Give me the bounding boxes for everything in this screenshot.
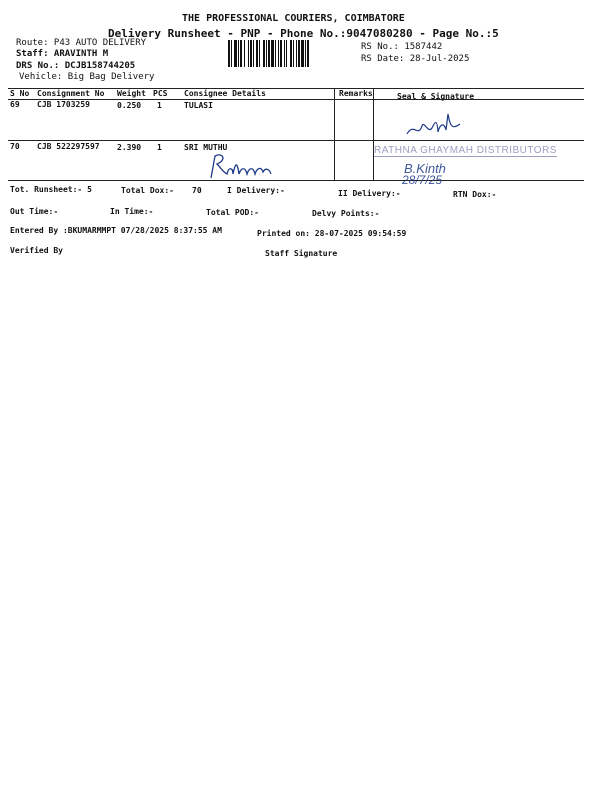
table-row-sno: 69: [10, 100, 20, 109]
recipient-signature-2: [205, 150, 280, 182]
stamp-name: RATHNA GHAYMAH DISTRIBUTORS: [374, 145, 557, 156]
staff-signature: Staff Signature: [265, 249, 338, 258]
stamp-date: 28/7/25: [402, 173, 443, 187]
staff-info: Staff: ARAVINTH M: [16, 49, 109, 59]
verified-by: Verified By: [10, 246, 63, 255]
barcode: [228, 40, 352, 67]
distributor-stamp: [372, 143, 587, 193]
delvy-points: Delvy Points:-: [312, 209, 380, 218]
table-row-consignment: CJB 522297597: [37, 142, 100, 151]
table-row-pcs: 1: [157, 143, 162, 152]
table-row-pcs: 1: [157, 101, 162, 110]
i-delivery: I Delivery:-: [227, 186, 285, 195]
tot-runsheet: Tot. Runsheet:- 5: [10, 185, 92, 194]
total-dox-label: Total Dox:-: [121, 186, 174, 195]
company-name: THE PROFESSIONAL COURIERS, COIMBATORE: [182, 13, 405, 24]
rs-date: RS Date: 28-Jul-2025: [361, 54, 470, 64]
drs-number: DRS No.: DCJB158744205: [16, 61, 136, 71]
header-consignee: Consignee Details: [184, 89, 266, 98]
page-title: Delivery Runsheet - PNP - Phone No.:9047080280 - Page No.:5: [108, 27, 499, 40]
ii-delivery: II Delivery:-: [338, 189, 401, 198]
entered-by: Entered By :BKUMARMMPT 07/28/2025 8:37:55 AM: [10, 226, 222, 235]
vehicle-info: Vehicle: Big Bag Delivery: [19, 72, 155, 82]
header-sno: S No: [10, 89, 30, 98]
rs-number: RS No.: 1587442: [361, 42, 443, 52]
header-seal-signature: Seal & Signature: [397, 92, 475, 101]
in-time: In Time:-: [110, 207, 154, 216]
header-weight: Weight: [117, 89, 146, 98]
table-row-consignee: TULASI: [184, 101, 213, 110]
rtn-dox: RTN Dox:-: [453, 190, 497, 199]
header-pcs: PCS: [153, 89, 168, 98]
out-time: Out Time:-: [10, 207, 59, 216]
total-dox-value: 70: [192, 186, 202, 195]
header-remarks: Remarks: [339, 89, 373, 98]
recipient-signature-1: [404, 112, 464, 140]
table-row-weight: 0.250: [117, 101, 142, 110]
stamp-signature: B.Kinth: [404, 161, 446, 176]
header-consignment: Consignment No: [37, 89, 105, 98]
table-row-consignee: SRI MUTHU: [184, 143, 228, 152]
route-info: Route: P43 AUTO DELIVERY: [16, 38, 147, 48]
printed-on: Printed on: 28-07-2025 09:54:59: [257, 229, 407, 238]
table-row-sno: 70: [10, 142, 20, 151]
table-row-weight: 2.390: [117, 143, 142, 152]
total-pod: Total POD:-: [206, 208, 259, 217]
table-row-consignment: CJB 1703259: [37, 100, 90, 109]
